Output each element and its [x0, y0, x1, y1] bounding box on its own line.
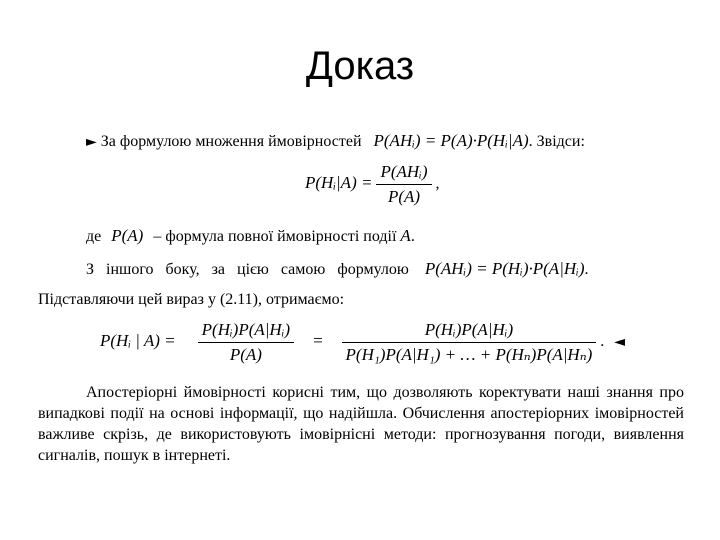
- other-side-text: З іншого боку, за цією самою формулою: [86, 261, 409, 278]
- bayes-simple-trail: ,: [435, 175, 440, 193]
- bayes-full-frac2-denominator: P(H₁)P(A|H₁) + … + P(Hₙ)P(A|Hₙ): [345, 345, 593, 364]
- other-side-line: [86, 259, 589, 280]
- bayes-full-fraction-1: [198, 320, 294, 365]
- end-marker-icon: ◄: [614, 334, 626, 351]
- other-side-trail: .: [584, 261, 589, 278]
- bayes-full-frac2-numerator: P(Hᵢ)P(A|Hᵢ): [342, 320, 597, 343]
- total-probability-formula: P(A): [111, 226, 144, 245]
- total-probability-trail: .: [410, 228, 415, 245]
- bayes-full-equals: =: [312, 331, 324, 351]
- bayes-simple-lhs: P(Hᵢ|A) =: [305, 173, 373, 193]
- bayes-simple-denominator: P(A): [387, 187, 421, 206]
- bayes-simple-fraction: [376, 162, 431, 207]
- bayes-full-fraction-2: [342, 320, 597, 365]
- multiplication-rule-suffix: . Звідси:: [528, 133, 585, 150]
- total-probability-event: A: [400, 226, 411, 245]
- start-marker-icon: ►: [86, 134, 97, 150]
- total-probability-prefix: де: [86, 228, 102, 245]
- substitution-line: [38, 290, 344, 310]
- multiplication-rule-line: [86, 131, 585, 152]
- multiplication-rule-text: За формулою множення ймовірностей: [100, 133, 362, 150]
- bayes-full-trail: .: [600, 333, 605, 351]
- slide-title: Доказ: [305, 44, 415, 88]
- bayes-full-frac1-denominator: P(A): [229, 345, 262, 364]
- bayes-simple-formula: [305, 162, 440, 207]
- total-probability-line: [86, 226, 415, 247]
- bayes-full-lhs: P(Hᵢ | A) =: [100, 331, 176, 351]
- bayes-full-frac1-numerator: P(Hᵢ)P(A|Hᵢ): [198, 320, 294, 343]
- other-side-formula: P(AHᵢ) = P(Hᵢ)·P(A|Hᵢ): [424, 259, 585, 278]
- multiplication-rule-formula: P(AHᵢ) = P(A)·P(Hᵢ|A): [373, 131, 529, 150]
- bayes-simple-numerator: P(AHᵢ): [376, 162, 431, 185]
- substitution-text: Підставляючи цей вираз у (2.11), отримаємо:: [38, 291, 345, 308]
- bayes-full-formula: [100, 320, 625, 365]
- posterior-paragraph: Апостеріорні ймовірності корисні тим, що дозволяють коректувати наші знання про випадкові події на основі інформації, що надійшла. Обчислення апостеріорних імовірностей важливе скрізь, де використовують імовірнісні методи: прогнозування погоди, виявлення сигналів, пошук в інтернеті.: [38, 384, 684, 464]
- total-probability-text: – формула повної ймовірності події: [153, 228, 397, 245]
